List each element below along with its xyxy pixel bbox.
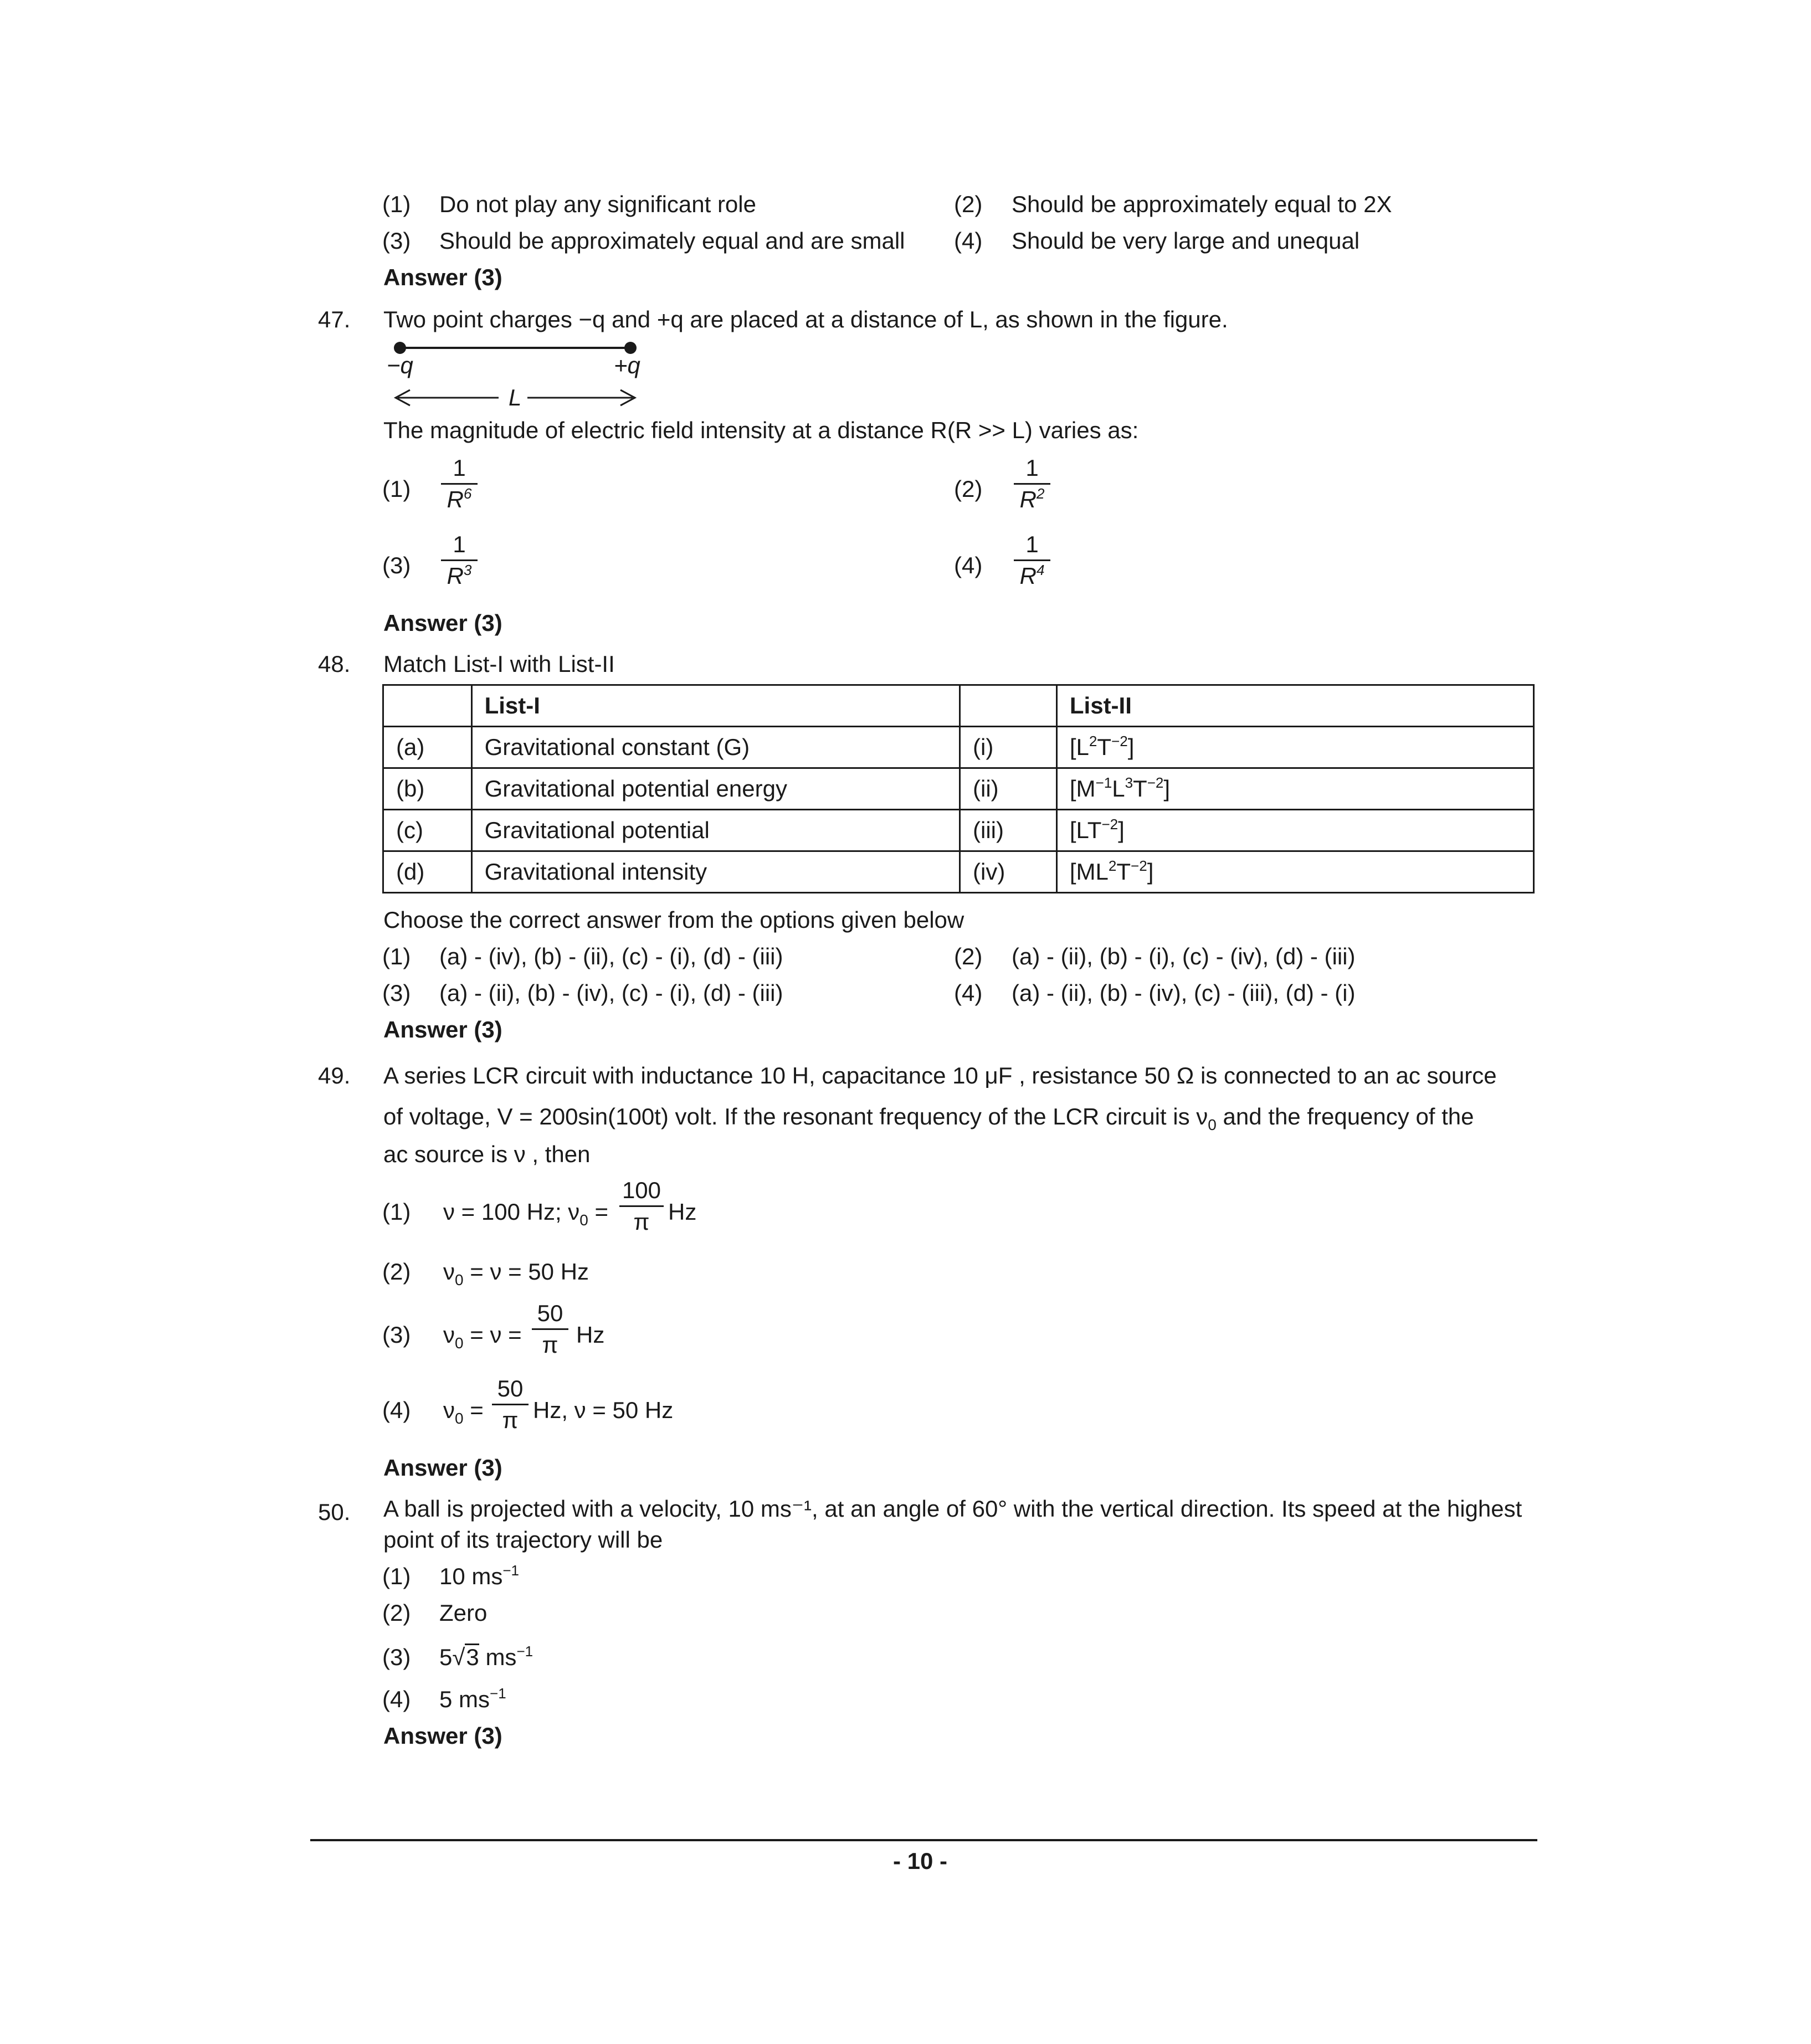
q50-line1: A ball is projected with a velocity, 10 ms⁻¹, at an angle of 60° with the vertical direction. Its speed at the highest: [383, 1496, 1522, 1522]
q50-opt2-text: Zero: [439, 1600, 488, 1626]
q46-opt1-number: (1): [382, 191, 411, 217]
q49-opt4-unit: Hz, ν = 50 Hz: [533, 1397, 674, 1423]
list2-item: $[M^{-1}L^3T^{-2}]$: [1056, 768, 1533, 810]
q49-opt4-fraction: 50 π: [492, 1375, 529, 1434]
q48-opt2-text: (a) - (ii), (b) - (i), (c) - (iv), (d) - (iii): [1012, 943, 1356, 969]
match-table-header: [383, 685, 1534, 727]
fig-label-neg-q: −q: [387, 352, 413, 378]
row-numeral: (iv): [960, 851, 1057, 893]
match-table: [382, 684, 1535, 893]
list1-item: Gravitational constant (G): [471, 727, 960, 768]
q50-opt1-number: (1): [382, 1563, 411, 1589]
row-numeral: (i): [960, 727, 1057, 768]
row-label: (d): [383, 851, 472, 893]
footer-rule: [310, 1839, 1537, 1841]
table-row: [383, 810, 1534, 851]
q49-answer: Answer (3): [383, 1455, 502, 1481]
table-row: [383, 851, 1534, 893]
header-list-2: List-II: [1056, 685, 1533, 727]
q48-opt2-number: (2): [954, 943, 983, 969]
q47-opt4-fraction: 1 $R^4$: [1014, 531, 1050, 590]
q50-opt3-text: 5√3 $ms^{-1}$: [439, 1643, 533, 1670]
q48-opt4-text: (a) - (ii), (b) - (iv), (c) - (iii), (d) - (i): [1012, 980, 1356, 1006]
q49-opt1-unit: Hz: [668, 1199, 697, 1225]
q48-opt1-number: (1): [382, 943, 411, 969]
q48-answer: Answer (3): [383, 1016, 502, 1042]
table-row: [383, 727, 1534, 768]
q47-stem: Two point charges −q and +q are placed at a distance of L, as shown in the figure.: [383, 306, 1228, 332]
row-numeral: (ii): [960, 768, 1057, 810]
fig-label-length: L: [509, 384, 522, 410]
q46-opt3-text: Should be approximately equal and are small: [439, 228, 905, 254]
q49-line3: ac source is ν , then: [383, 1141, 591, 1167]
row-numeral: (iii): [960, 810, 1057, 851]
q49-opt4-lhs: $\nu_0$ =: [443, 1397, 484, 1427]
q48-opt4-number: (4): [954, 980, 983, 1006]
q47-stem2: The magnitude of electric field intensity at a distance R(R >> L) varies as:: [383, 417, 1139, 443]
q46-opt2-number: (2): [954, 191, 983, 217]
q49-number: 49.: [318, 1062, 351, 1088]
fig-label-pos-q: +q: [614, 352, 640, 378]
list2-item: $[ML^2T^{-2}]$: [1056, 851, 1533, 893]
q47-opt2-number: (2): [954, 476, 983, 502]
header-list-1: List-I: [471, 685, 960, 727]
q47-opt1-number: (1): [382, 476, 411, 502]
row-label: (c): [383, 810, 472, 851]
q50-line2: point of its trajectory will be: [383, 1527, 663, 1553]
q50-opt3-number: (3): [382, 1644, 411, 1670]
q49-opt1-fraction: 100 π: [619, 1177, 664, 1236]
q49-opt2-text: $\nu_0 = \nu = 50$ Hz: [443, 1259, 589, 1288]
q50-answer: Answer (3): [383, 1723, 502, 1749]
list1-item: Gravitational intensity: [471, 851, 960, 893]
q49-opt1-lhs: ν = 100 Hz; $\nu_0$ =: [443, 1199, 609, 1229]
table-row: [383, 768, 1534, 810]
q46-opt4-text: Should be very large and unequal: [1012, 228, 1360, 254]
q48-number: 48.: [318, 651, 351, 677]
q47-opt3-number: (3): [382, 552, 411, 578]
q46-opt2-text: Should be approximately equal to 2X: [1012, 191, 1392, 217]
q50-opt1-text: 10 $ms^{-1}$: [439, 1562, 520, 1589]
q47-answer: Answer (3): [383, 610, 502, 636]
header-blank-1: [383, 685, 472, 727]
q49-opt2-number: (2): [382, 1259, 411, 1285]
q50-number: 50.: [318, 1499, 351, 1525]
q47-opt4-number: (4): [954, 552, 983, 578]
q47-opt1-fraction: 1 $R^6$: [441, 454, 478, 513]
header-blank-2: [960, 685, 1057, 727]
q49-line1: A series LCR circuit with inductance 10 H, capacitance 10 μF , resistance 50 Ω is connected to an ac source: [383, 1062, 1497, 1088]
q50-opt2-number: (2): [382, 1600, 411, 1626]
list1-item: Gravitational potential: [471, 810, 960, 851]
q49-opt3-lhs: $\nu_0 = \nu$ =: [443, 1322, 522, 1352]
q49-opt4-number: (4): [382, 1397, 411, 1423]
q48-stem: Match List-I with List-II: [383, 651, 615, 677]
q46-opt1-text: Do not play any significant role: [439, 191, 756, 217]
q50-opt4-text: 5 $ms^{-1}$: [439, 1685, 506, 1712]
q47-number: 47.: [318, 306, 351, 332]
q49-line2: of voltage, V = 200sin(100t) volt. If the resonant frequency of the LCR circuit is $\nu_0$ and the frequency of the: [383, 1103, 1474, 1133]
q49-opt1-number: (1): [382, 1199, 411, 1225]
q48-opt3-number: (3): [382, 980, 411, 1006]
q46-answer: Answer (3): [383, 264, 502, 290]
row-label: (b): [383, 768, 472, 810]
q46-opt3-number: (3): [382, 228, 411, 254]
q47-opt3-fraction: 1 $R^3$: [441, 531, 478, 590]
page-number: - 10 -: [893, 1848, 948, 1874]
q48-choose-instruction: Choose the correct answer from the options given below: [383, 907, 965, 933]
q47-opt2-fraction: 1 $R^2$: [1014, 454, 1050, 513]
q49-opt3-unit: Hz: [576, 1322, 605, 1348]
q50-opt4-number: (4): [382, 1686, 411, 1712]
list1-item: Gravitational potential energy: [471, 768, 960, 810]
list2-item: $[L^2T^{-2}]$: [1056, 727, 1533, 768]
q49-opt3-number: (3): [382, 1322, 411, 1348]
q48-opt3-text: (a) - (ii), (b) - (iv), (c) - (i), (d) - (iii): [439, 980, 783, 1006]
q48-opt1-text: (a) - (iv), (b) - (ii), (c) - (i), (d) - (iii): [439, 943, 783, 969]
list2-item: $[LT^{-2}]$: [1056, 810, 1533, 851]
row-label: (a): [383, 727, 472, 768]
q46-opt4-number: (4): [954, 228, 983, 254]
q49-opt3-fraction: 50 π: [532, 1300, 568, 1359]
